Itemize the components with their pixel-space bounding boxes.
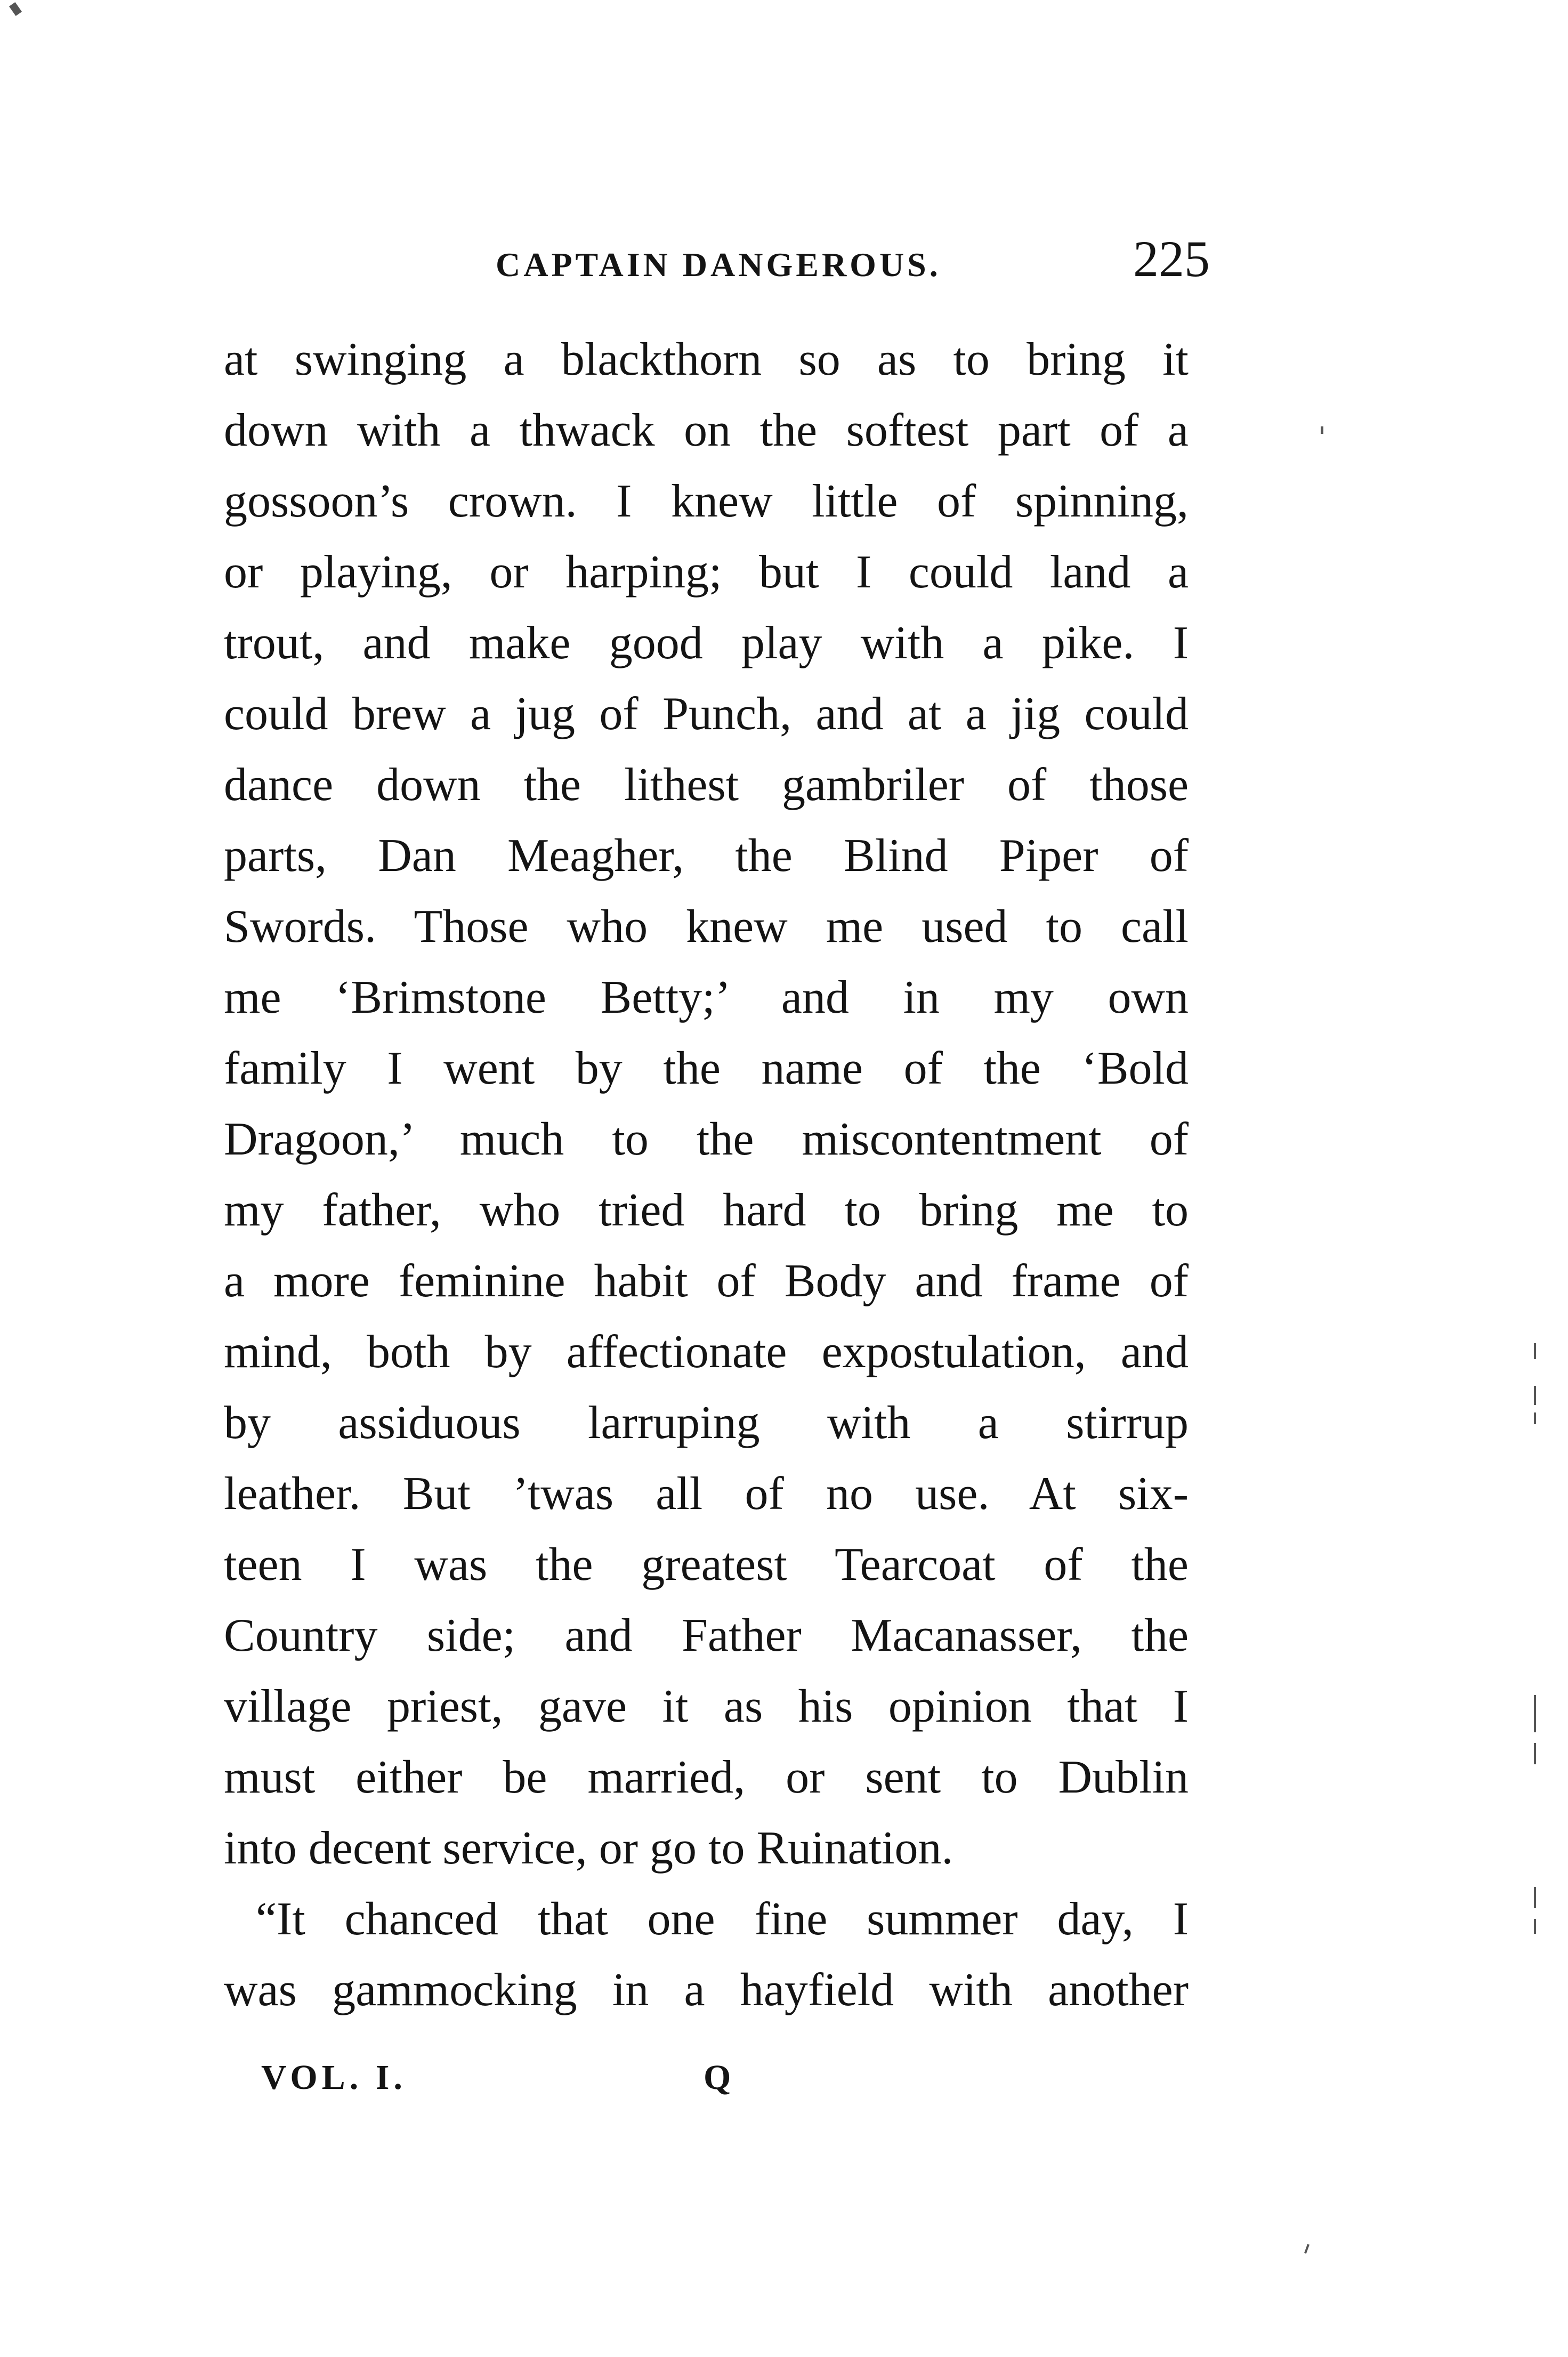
text-line: leather. But ’twas all of no use. At six-: [224, 1468, 1189, 1520]
scan-speck: [9, 2, 22, 16]
scan-speck: [1534, 1695, 1536, 1732]
running-head: [219, 229, 1231, 304]
body-text: [224, 324, 1189, 2025]
scan-speck: [1304, 2244, 1310, 2254]
scan-speck: [1534, 1343, 1536, 1359]
scan-speck: [1534, 1887, 1536, 1908]
text-line: could brew a jug of Punch, and at a jig could: [224, 688, 1189, 740]
scan-speck: [1534, 1743, 1536, 1764]
gathering-signature: Q: [704, 2058, 731, 2097]
running-title: CAPTAIN DANGEROUS.: [496, 246, 941, 284]
volume-signature: VOL. I.: [261, 2058, 407, 2097]
text-line: trout, and make good play with a pike. I: [224, 617, 1189, 669]
text-line: or playing, or harping; but I could land a: [224, 546, 1189, 598]
text-line: parts, Dan Meagher, the Blind Piper of: [224, 830, 1189, 882]
text-line: down with a thwack on the softest part of a: [224, 405, 1189, 456]
text-line: gossoon’s crown. I knew little of spinning,: [224, 475, 1189, 527]
text-line: teen I was the greatest Tearcoat of the: [224, 1539, 1189, 1591]
text-line: family I went by the name of the ‘Bold: [224, 1043, 1189, 1094]
page-number: 225: [1133, 230, 1210, 287]
scan-speck: [1534, 1412, 1536, 1424]
paragraph-end-line: into decent service, or go to Ruination.: [224, 1822, 953, 1874]
text-line: a more feminine habit of Body and frame of: [224, 1255, 1189, 1307]
paragraph-start-line: “It chanced that one fine summer day, I: [256, 1893, 1189, 1945]
scan-speck: [1534, 1919, 1536, 1934]
text-line: village priest, gave it as his opinion that I: [224, 1681, 1189, 1732]
text-line: was gammocking in a hayfield with another: [224, 1964, 1189, 2016]
text-line: Country side; and Father Macanasser, the: [224, 1610, 1189, 1661]
text-line: must either be married, or sent to Dublin: [224, 1751, 1189, 1803]
text-line: my father, who tried hard to bring me to: [224, 1184, 1189, 1236]
text-line: mind, both by affectionate expostulation, and: [224, 1326, 1189, 1378]
scan-speck: [1321, 426, 1323, 434]
text-line: Swords. Those who knew me used to call: [224, 901, 1189, 953]
text-line: by assiduous larruping with a stirrup: [224, 1397, 1189, 1449]
signature-line: [261, 2057, 901, 2121]
text-line: me ‘Brimstone Betty;’ and in my own: [224, 972, 1189, 1023]
text-line: at swinging a blackthorn so as to bring it: [224, 334, 1189, 385]
scan-speck: [1534, 1386, 1536, 1405]
text-line: dance down the lithest gambriler of those: [224, 759, 1189, 811]
text-line: Dragoon,’ much to the miscontentment of: [224, 1113, 1189, 1165]
